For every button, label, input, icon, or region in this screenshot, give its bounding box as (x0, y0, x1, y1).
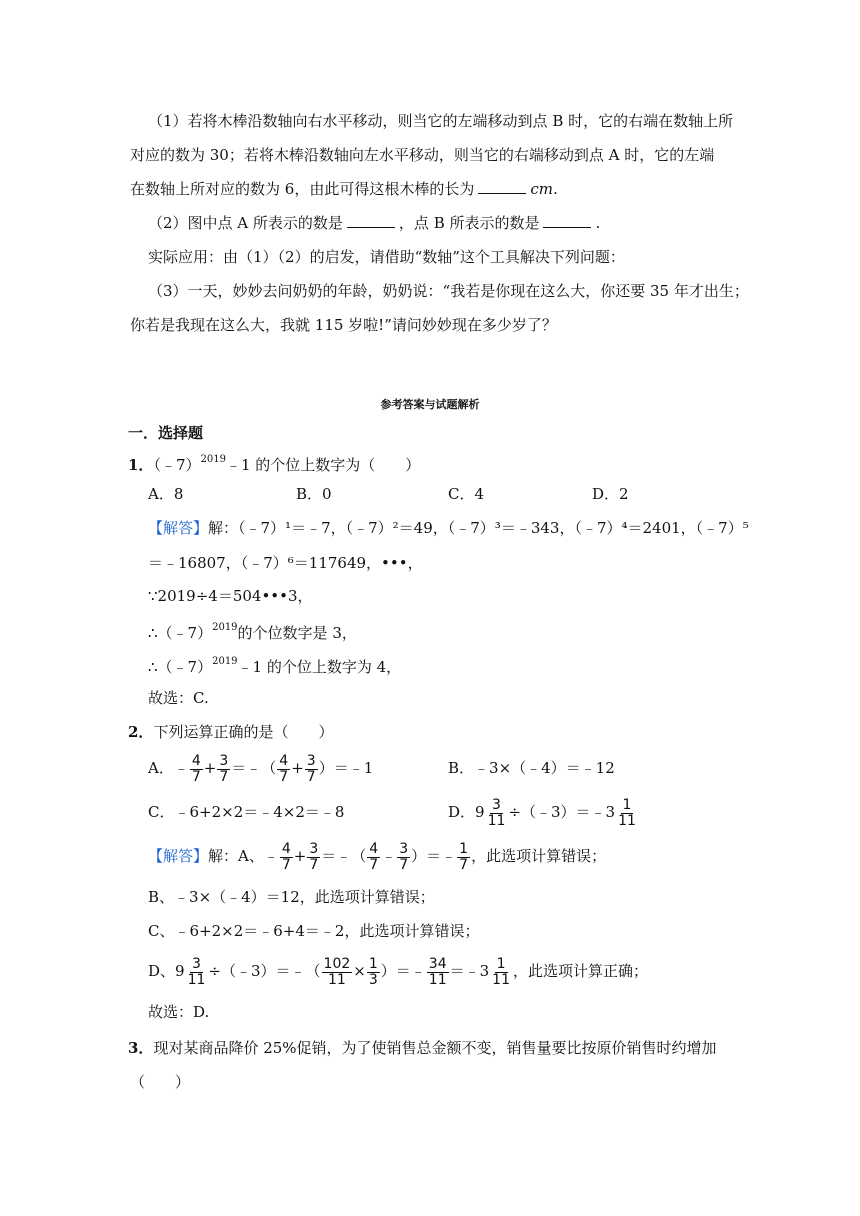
problem-part1-line1: （1）若将木棒沿数轴向右水平移动，则当它的左端移动到点 B 时，它的右端在数轴上所 (148, 112, 734, 130)
q2-stem (128, 722, 333, 742)
text: （2）图中点 A 所表示的数是 (148, 214, 343, 232)
text: ，此选项计算错误； (471, 847, 607, 865)
denominator: 7 (279, 768, 289, 785)
text: . (595, 214, 601, 232)
text: ）＝﹣ (411, 847, 457, 865)
text: ＝﹣3 (449, 962, 490, 980)
text: ÷（﹣3）＝﹣3 (508, 803, 616, 821)
fraction (486, 798, 508, 829)
q1-option-b: B．0 (296, 485, 332, 503)
text: D、9 (148, 962, 185, 980)
text: ，此选项计算正确； (512, 962, 648, 980)
q1-choice: 故选：C. (148, 689, 209, 707)
fraction (457, 842, 470, 873)
denominator: 11 (327, 971, 346, 988)
unit-text: cm. (530, 180, 558, 198)
fraction (280, 842, 293, 873)
fraction (367, 957, 380, 988)
denominator: 7 (191, 768, 201, 785)
q1-option-c: C．4 (448, 485, 485, 503)
problem-part3-line1: （3）一天，妙妙去问奶奶的年龄，奶奶说：“我若是你现在这么大，你还要 35 年才出生； (148, 282, 749, 300)
text: ﹣1 的个位上数字为（ ） (225, 456, 421, 474)
text: 解：A、﹣ (208, 847, 279, 865)
fraction (307, 842, 320, 873)
answer-blank (347, 215, 395, 228)
numerator: 3 (306, 752, 316, 769)
problem-part2 (148, 213, 600, 233)
q2-solution-b: B、﹣3×（﹣4）＝12，此选项计算错误； (148, 888, 435, 906)
text: ﹣1 的个位上数字为 4， (237, 658, 402, 676)
denominator: 7 (306, 768, 316, 785)
denominator: 7 (309, 856, 319, 873)
q3-stem-line2: （ ） (130, 1073, 191, 1091)
exponent: 2019 (200, 454, 226, 465)
q1-option-a: A．8 (148, 485, 184, 503)
text: ＝﹣（ (321, 847, 367, 865)
q1-option-d: D．2 (592, 485, 629, 503)
q2-solution-d (148, 955, 648, 988)
denominator: 11 (487, 812, 506, 829)
problem-part1-line2: 对应的数为 30；若将木棒沿数轴向左水平移动，则当它的右端移动到点 A 时，它的左端 (130, 146, 715, 164)
text: ，点 B 所表示的数是 (398, 214, 540, 232)
numerator: 4 (369, 840, 379, 857)
text: A．﹣ (148, 759, 189, 777)
answers-title: 参考答案与试题解析 (380, 398, 480, 411)
q2-choice: 故选：D. (148, 1003, 210, 1021)
denominator: 11 (428, 971, 447, 988)
numerator: 4 (279, 752, 289, 769)
answer-tag: 【解答】 (148, 519, 209, 537)
text: ÷（﹣3）＝﹣（ (208, 962, 321, 980)
numerator: 102 (323, 955, 351, 972)
text: ＝﹣（ (231, 759, 277, 777)
denominator: 7 (281, 856, 291, 873)
fraction (217, 754, 230, 785)
fraction (277, 754, 290, 785)
q1-solution-line4 (148, 620, 357, 643)
fraction (616, 798, 638, 829)
denominator: 11 (618, 812, 636, 829)
q2-solution-a (148, 840, 606, 873)
q2-option-b: B．﹣3×（﹣4）＝﹣12 (448, 759, 615, 777)
text: 的个位数字是 3， (237, 624, 357, 642)
q1-solution-line3: ∵2019÷4＝504•••3， (148, 587, 313, 605)
application-text: 实际应用：由（1）（2）的启发，请借助“数轴”这个工具解决下列问题： (148, 248, 625, 266)
numerator: 4 (281, 840, 291, 857)
text: × (353, 962, 366, 980)
text: D．9 (448, 803, 485, 821)
numerator: 3 (309, 840, 319, 857)
numerator: 3 (492, 796, 501, 813)
numerator: 34 (428, 955, 447, 972)
q2-option-c: C．﹣6+2×2＝﹣4×2＝﹣8 (148, 803, 345, 821)
fraction (322, 957, 353, 988)
text: ）＝﹣ (380, 962, 426, 980)
q2-number: 2． (128, 723, 154, 741)
problem-part3-line2: 你若是我现在这么大，我就 115 岁啦!”请问妙妙现在多少岁了？ (130, 316, 557, 334)
numerator: 3 (192, 955, 201, 972)
text: + (291, 759, 304, 777)
numerator: 4 (191, 752, 201, 769)
numerator: 1 (368, 955, 378, 972)
numerator: 1 (459, 840, 469, 857)
text: + (203, 759, 217, 777)
denominator: 11 (187, 971, 206, 988)
fraction (186, 957, 208, 988)
text: ∴（﹣7） (148, 658, 213, 676)
section-heading: 一．选择题 (128, 424, 204, 442)
fraction (490, 957, 512, 988)
denominator: 7 (219, 768, 229, 785)
numerator: 3 (219, 752, 229, 769)
fraction (367, 842, 380, 873)
text: （﹣7） (153, 456, 201, 474)
q1-solution-line2: ＝﹣16807，（﹣7）⁶＝117649，•••， (148, 554, 423, 572)
q1-solution-line5 (148, 654, 401, 677)
q3-number: 3． (128, 1039, 154, 1057)
q1-stem (128, 452, 420, 475)
answer-tag: 【解答】 (148, 847, 209, 865)
text: ∴（﹣7） (148, 624, 213, 642)
q2-option-a (148, 752, 373, 785)
exponent: 2019 (212, 656, 238, 667)
text: 解：（﹣7）¹＝﹣7，（﹣7）²＝49，（﹣7）³＝﹣343，（﹣7）⁴＝2401，（﹣7）⁵ (208, 519, 749, 537)
text: 在数轴上所对应的数为 6，由此可得这根木棒的长为 (130, 180, 475, 198)
numerator: 1 (496, 955, 506, 972)
text: 下列运算正确的是（ ） (153, 723, 334, 741)
q2-option-d (448, 796, 639, 829)
denominator: 7 (399, 856, 409, 873)
fraction (397, 842, 410, 873)
problem-part1-line3 (130, 179, 558, 199)
q2-solution-c: C、﹣6+2×2＝﹣6+4＝﹣2，此选项计算错误； (148, 922, 480, 940)
denominator: 7 (459, 856, 469, 873)
numerator: 3 (399, 840, 409, 857)
text: + (293, 847, 307, 865)
q1-solution-line1 (148, 518, 749, 538)
text: 现对某商品降价 25%促销，为了使销售总金额不变，销售量要比按原价销售时约增加 (153, 1039, 717, 1057)
denominator: 3 (368, 971, 378, 988)
answer-blank (478, 181, 526, 194)
exponent: 2019 (212, 622, 238, 633)
fraction (190, 754, 203, 785)
q3-stem-line1 (128, 1038, 717, 1058)
q1-number: 1． (128, 456, 154, 474)
numerator: 1 (622, 796, 632, 813)
denominator: 11 (492, 971, 510, 988)
text: ﹣ (381, 847, 397, 865)
answer-blank (543, 215, 591, 228)
text: ）＝﹣1 (318, 759, 374, 777)
denominator: 7 (369, 856, 379, 873)
fraction (305, 754, 318, 785)
fraction (427, 957, 449, 988)
